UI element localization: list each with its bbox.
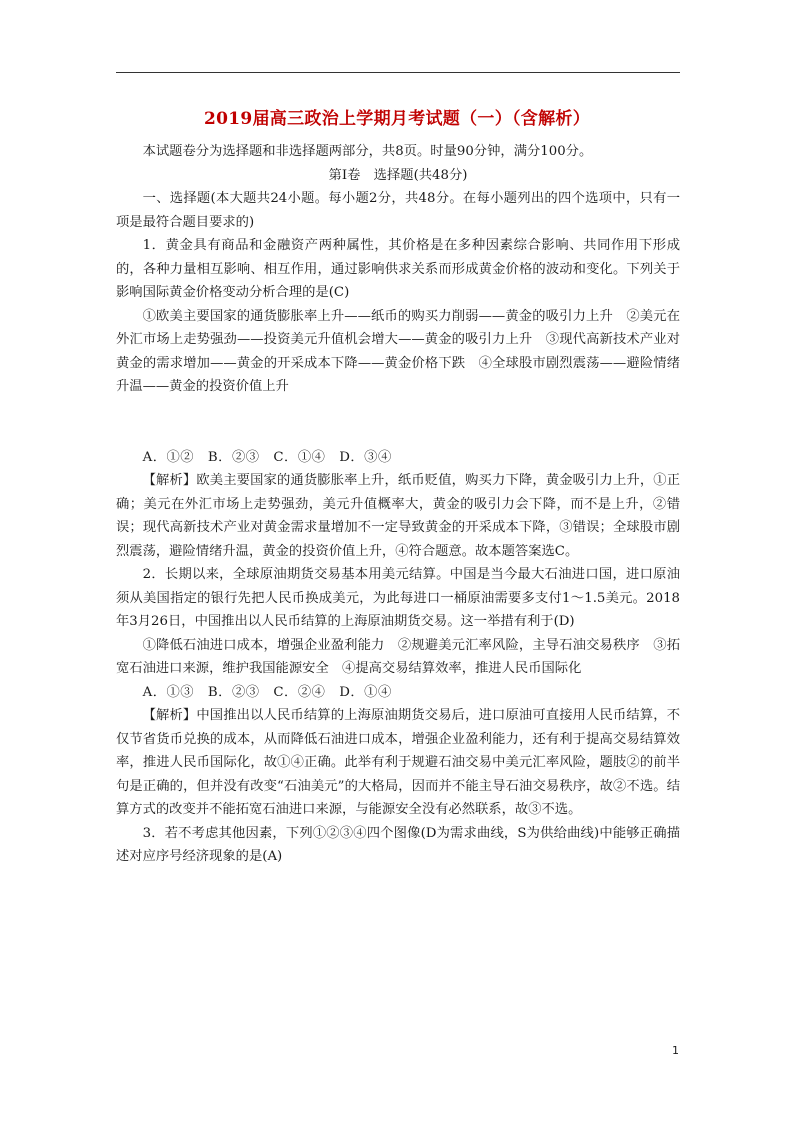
q1-statements: ①欧美主要国家的通货膨胀率上升——纸币的购买力削弱——黄金的吸引力上升 ②美元在外汇市场上走势强劲——投资美元升值机会增大——黄金的吸引力上升 ③现代高新技术产业对黄金的需求增加——黄金的开采成本下降——黄金价格下跌 ④全球股市剧烈震荡——避险情绪升温——黄金的投资价值上升 bbox=[116, 308, 680, 394]
q2-stem: 2．长期以来，全球原油期货交易基本用美元结算。中国是当今最大石油进口国，进口原油须从美国指定的银行先把人民币换成美元，为此每进口一桶原油需要多支付1～1.5美元。2018年3月26日，中国推出以人民币结算的上海原油期货交易。这一举措有利于(D) bbox=[116, 567, 680, 629]
page-number: 1 bbox=[672, 1044, 679, 1057]
document-title: 2019届高三政治上学期月考试题（一）（含解析） bbox=[203, 109, 590, 129]
document-body bbox=[116, 140, 680, 869]
q2-statements: ①降低石油进口成本，增强企业盈利能力 ②规避美元汇率风险，主导石油交易秩序 ③拓宽石油进口来源，维护我国能源安全 ④提高交易结算效率，推进人民币国际化 bbox=[116, 637, 680, 676]
q1-blank-space bbox=[116, 399, 680, 446]
q1-stem: 1．黄金具有商品和金融资产两种属性，其价格是在多种因素综合影响、共同作用下形成的，各种力量相互影响、相互作用，通过影响供求关系而形成黄金价格的波动和变化。下列关于影响国际黄金价格变动分析合理的是(C) bbox=[116, 238, 680, 300]
part-heading: 一、选择题(本大题共24小题。每小题2分，共48分。在每小题列出的四个选项中，只有一项是最符合题目要求的) bbox=[116, 191, 680, 230]
q1-analysis: 【解析】欧美主要国家的通货膨胀率上升，纸币贬值，购买力下降，黄金吸引力上升，①正确；美元在外汇市场上走势强劲，美元升值概率大，黄金的吸引力会下降，而不是上升，②错误；现代高新技术产业对黄金需求量增加不一定导致黄金的开采成本下降，③错误；全球股市剧烈震荡，避险情绪升温，黄金的投资价值上升，④符合题意。故本题答案选C。 bbox=[116, 473, 680, 559]
q2-analysis: 【解析】中国推出以人民币结算的上海原油期货交易后，进口原油可直接用人民币结算，不仅节省货币兑换的成本，从而降低石油进口成本，增强企业盈利能力，还有利于提高交易结算效率，推进人民币国际化，故①④正确。此举有利于规避石油交易中美元汇率风险，题肢②的前半句是正确的，但并没有改变“石油美元”的大格局，因而并不能主导石油交易秩序，故②不选。结算方式的改变并不能拓宽石油进口来源，与能源安全没有必然联系，故③不选。 bbox=[116, 708, 680, 817]
q2-options: A．①③ B．②③ C．②④ D．①④ bbox=[142, 684, 392, 700]
q3-stem: 3．若不考虑其他因素，下列①②③④四个图像(D为需求曲线，S为供给曲线)中能够正确描述对应序号经济现象的是(A) bbox=[116, 825, 680, 864]
q1-options: A．①② B．②③ C．①④ D．③④ bbox=[142, 449, 392, 465]
header-rule bbox=[116, 72, 680, 73]
section-title: 第Ⅰ卷 选择题(共48分) bbox=[328, 167, 468, 183]
exam-intro: 本试题卷分为选择题和非选择题两部分，共8页。时量90分钟，满分100分。 bbox=[142, 144, 593, 159]
